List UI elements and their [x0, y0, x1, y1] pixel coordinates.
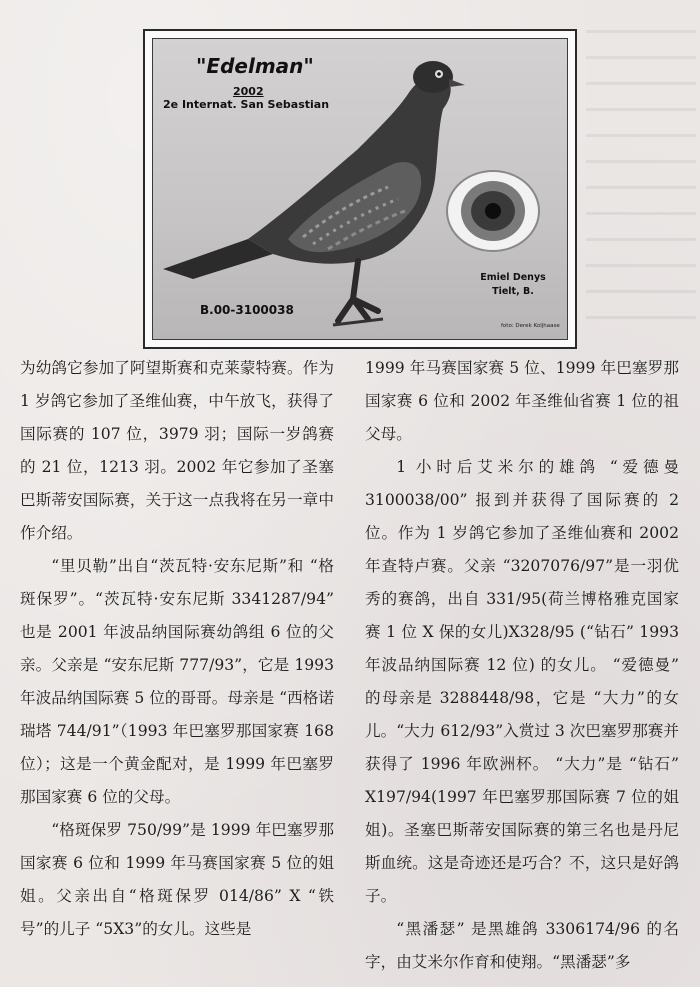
- pigeon-photo-frame: [143, 29, 577, 349]
- paragraph: 为幼鸽它参加了阿望斯赛和克莱蒙特赛。作为 1 岁鸽它参加了圣维仙赛，中午放飞，获得了国际赛的 107 位，3979 羽；国际一岁鸽赛的 21 位，1213 羽。2002 年它参加了圣塞巴斯蒂安国际赛，关于这一点我将在另一章中作介绍。: [20, 359, 334, 542]
- pigeon-name-caption: "Edelman": [196, 54, 314, 78]
- paragraph: “里贝勒”出自“茨瓦特·安东尼斯”和 “格斑保罗”。“茨瓦特·安东尼斯 3341287/94” 也是 2001 年波品纳国际赛幼鸽组 6 位的父亲。父亲是 “安东尼斯 777/93”，它是 1993 年波品纳国际赛 5 位的哥哥。母亲是 “西格诺瑞塔 744/91”（1993 年巴塞罗那国家赛 168 位）；这是一个黄金配对，是 1999 年巴塞罗那国家赛 6 位的父母。: [20, 557, 334, 806]
- pigeon-race-caption: 2e Internat. San Sebastian: [163, 98, 330, 111]
- right-text-column: [365, 352, 679, 979]
- breeder-caption: [473, 271, 553, 299]
- pigeon-photo: [152, 38, 568, 340]
- bleed-through-text: [586, 30, 696, 335]
- photo-credit: foto: Derek Koljhaase: [501, 323, 560, 329]
- paragraph: “格斑保罗 750/99”是 1999 年巴塞罗那国家赛 6 位和 1999 年马赛国家赛 5 位的姐姐。父亲出自“格斑保罗 014/86” X “铁号”的儿子 “5X3”的女儿。这些是: [20, 821, 334, 938]
- breeder-name: Emiel Denys: [480, 272, 546, 283]
- pigeon-year-caption: 2002: [233, 85, 264, 98]
- breeder-location: Tielt, B.: [492, 286, 534, 297]
- pigeon-ring-number: B.00-3100038: [200, 303, 294, 317]
- paragraph: 1 小时后艾米尔的雄鸽 “爱德曼 3100038/00” 报到并获得了国际赛的 2 位。作为 1 岁鸽它参加了圣维仙赛和 2002 年查特卢赛。父亲 “3207076/97”是一羽优秀的赛鸽，出自 331/95(荷兰博格雅克国家赛 1 位 X 保的女儿)X328/95 (“钻石” 1993 年波品纳国际赛 12 位) 的女儿。 “爱德曼” 的母亲是 3288448/98，它是 “大力”的女儿。“大力 612/93”入赏过 3 次巴塞罗那赛并获得了 1996 年欧洲杯。 “大力”是 “钻石” X197/94(1997 年巴塞罗那国际赛 7 位的姐姐)。圣塞巴斯蒂安国际赛的第三名也是丹尼斯血统。这是奇迹还是巧合？不，这只是好鸽子。: [365, 458, 679, 905]
- paragraph: “黑潘瑟” 是黑雄鸽 3306174/96 的名字，由艾米尔作育和使翔。“黑潘瑟”多: [365, 920, 679, 971]
- paragraph: 1999 年马赛国家赛 5 位、1999 年巴塞罗那国家赛 6 位和 2002 年圣维仙省赛 1 位的祖父母。: [365, 359, 679, 443]
- left-text-column: [20, 352, 334, 946]
